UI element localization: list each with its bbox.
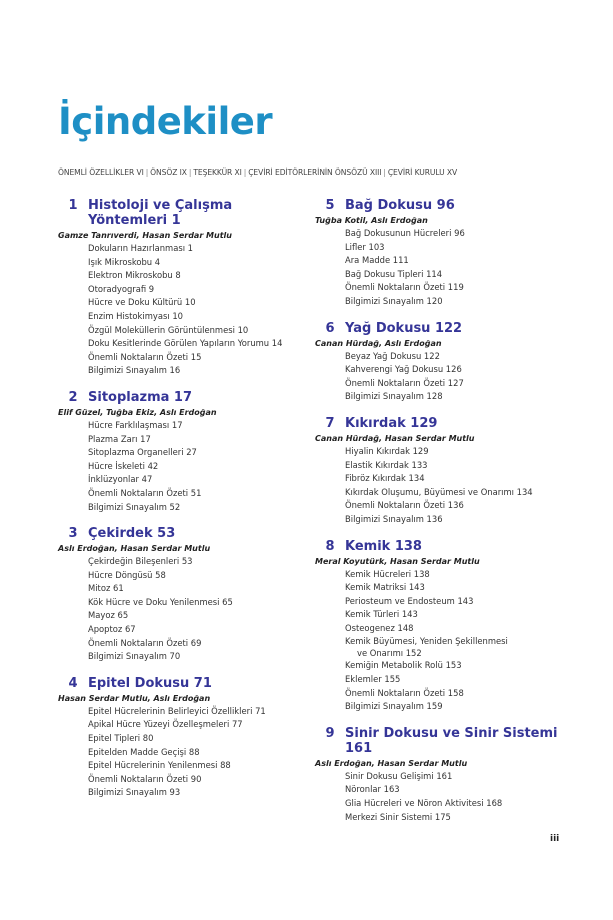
chapter-title: Bağ Dokusu 96 <box>345 198 455 213</box>
chapter-number: 3 <box>68 526 78 542</box>
topic-entry[interactable]: Elastik Kıkırdak 133 <box>345 459 428 470</box>
topic-list <box>315 568 580 714</box>
frontmatter-list <box>58 168 578 177</box>
topic-entry[interactable]: Bilgimizi Sınayalım 136 <box>345 513 443 524</box>
chapter-authors: Aslı Erdoğan, Hasan Serdar Mutlu <box>315 758 468 768</box>
chapter-number: 2 <box>68 389 78 405</box>
chapter-title: Sinir Dokusu ve Sinir Sistemi 161 <box>345 725 558 756</box>
chapter-title: Histoloji ve Çalışma Yöntemleri 1 <box>88 198 233 228</box>
topic-list <box>315 227 580 309</box>
topic-entry[interactable]: Apoptoz 67 <box>88 624 136 635</box>
topic-entry[interactable]: Elektron Mikroskobu 8 <box>88 270 181 281</box>
chapter-section <box>58 526 308 664</box>
topic-list <box>315 770 580 824</box>
topic-line: Kemik Büyümesi, Yeniden Şekillenmesi <box>345 636 508 647</box>
frontmatter-separator: | <box>188 168 192 177</box>
frontmatter-separator: | <box>243 168 247 177</box>
topic-entry[interactable]: Bilgimizi Sınayalım 16 <box>88 365 181 376</box>
topic-entry[interactable]: Çekirdeğin Bileşenleri 53 <box>88 556 193 567</box>
toc-left-column <box>58 198 308 812</box>
topic-entry[interactable]: Enzim Histokimyası 10 <box>88 310 183 321</box>
chapter-title: Epitel Dokusu 71 <box>88 675 212 691</box>
chapter-heading[interactable] <box>315 726 580 756</box>
frontmatter-item[interactable]: ÖNEMLİ ÖZELLİKLER VI <box>58 168 144 177</box>
topic-entry[interactable]: Lifler 103 <box>345 241 385 252</box>
topic-entry[interactable]: Önemli Noktaların Özeti 69 <box>88 637 202 648</box>
chapter-heading[interactable] <box>58 198 308 228</box>
topic-entry[interactable]: Kemiğin Metabolik Rolü 153 <box>345 660 462 671</box>
topic-entry[interactable]: Hücre Döngüsü 58 <box>88 569 166 580</box>
chapter-number: 1 <box>68 198 78 213</box>
chapter-authors: Meral Koyutürk, Hasan Serdar Mutlu <box>315 556 480 566</box>
chapter-number: 4 <box>68 675 78 691</box>
topic-entry[interactable]: Sinir Dokusu Gelişimi 161 <box>345 770 453 781</box>
chapter-section <box>58 390 308 514</box>
frontmatter-item[interactable]: ÇEVİRİ EDİTÖRLERİNİN ÖNSÖZÜ XIII <box>248 168 382 177</box>
chapter-heading[interactable] <box>58 390 308 405</box>
chapter-title: Yağ Dokusu 122 <box>345 320 463 336</box>
chapter-section <box>315 321 580 404</box>
topic-entry[interactable]: Epitel Tipleri 80 <box>88 733 154 744</box>
topic-entry[interactable]: Periosteum ve Endosteum 143 <box>345 595 474 606</box>
topic-entry[interactable]: Plazma Zarı 17 <box>88 433 151 444</box>
topic-entry[interactable]: Ara Madde 111 <box>345 255 409 266</box>
topic-entry[interactable]: Epitel Hücrelerinin Yenilenmesi 88 <box>88 760 231 771</box>
chapter-title: Çekirdek 53 <box>88 526 176 542</box>
topic-entry[interactable]: Hücre ve Doku Kültürü 10 <box>88 297 196 308</box>
topic-list <box>58 705 308 800</box>
chapter-heading[interactable] <box>315 321 580 336</box>
topic-entry[interactable]: Hücre Farklılaşması 17 <box>88 419 183 430</box>
chapter-authors: Elif Güzel, Tuğba Ekiz, Aslı Erdoğan <box>58 407 217 417</box>
frontmatter-item[interactable]: ÖNSÖZ IX <box>150 168 187 177</box>
chapter-section <box>315 416 580 527</box>
chapter-title: Kemik 138 <box>345 538 422 554</box>
topic-line-continued: ve Onarımı 152 <box>357 648 422 659</box>
topic-entry[interactable]: Epitel Hücrelerinin Belirleyici Özellikleri 71 <box>88 705 266 716</box>
topic-list <box>58 555 308 664</box>
topic-entry[interactable]: Apikal Hücre Yüzeyi Özelleşmeleri 77 <box>88 719 243 730</box>
chapter-number: 5 <box>325 198 335 213</box>
chapter-heading[interactable] <box>315 539 580 554</box>
chapter-section <box>58 676 308 800</box>
frontmatter-separator: | <box>383 168 386 177</box>
topic-entry[interactable]: Epitelden Madde Geçişi 88 <box>88 746 200 757</box>
topic-entry[interactable]: Beyaz Yağ Dokusu 122 <box>345 350 440 361</box>
page-title: İçindekiler <box>58 100 273 143</box>
topic-entry[interactable]: Önemli Noktaların Özeti 158 <box>345 687 464 698</box>
topic-entry[interactable]: Bilgimizi Sınayalım 93 <box>88 787 181 798</box>
frontmatter-separator: | <box>145 168 149 177</box>
topic-entry[interactable]: Mayoz 65 <box>88 610 129 621</box>
chapter-section <box>315 198 580 309</box>
chapter-authors: Gamze Tanrıverdi, Hasan Serdar Mutlu <box>58 231 232 240</box>
topic-entry[interactable]: Özgül Moleküllerin Görüntülenmesi 10 <box>88 324 249 335</box>
topic-entry[interactable]: Merkezi Sinir Sistemi 175 <box>345 811 451 822</box>
topic-entry[interactable]: Önemli Noktaların Özeti 90 <box>88 773 202 784</box>
topic-list <box>58 242 308 378</box>
topic-entry[interactable]: Hücre İskeleti 42 <box>88 460 159 471</box>
chapter-heading[interactable] <box>58 676 308 691</box>
chapter-title: Kıkırdak 129 <box>345 415 438 431</box>
topic-entry[interactable]: Osteogenez 148 <box>345 622 414 633</box>
topic-list <box>315 445 580 527</box>
topic-entry[interactable]: Kahverengi Yağ Dokusu 126 <box>345 364 462 375</box>
chapter-section <box>315 726 580 824</box>
page-number: iii <box>550 834 560 844</box>
chapter-number: 9 <box>325 725 335 741</box>
topic-entry[interactable]: Bağ Dokusu Tipleri 114 <box>345 268 443 279</box>
topic-entry[interactable]: Doku Kesitlerinde Görülen Yapıların Yorumu 14 <box>88 338 283 349</box>
topic-entry[interactable]: Bilgimizi Sınayalım 52 <box>88 501 181 512</box>
topic-entry[interactable]: Önemli Noktaların Özeti 136 <box>345 500 464 511</box>
chapter-section <box>58 198 308 378</box>
topic-entry[interactable]: Otoradyografi 9 <box>88 283 155 294</box>
topic-entry[interactable]: Nöronlar 163 <box>345 784 400 795</box>
topic-entry[interactable]: Kemik Türleri 143 <box>345 609 418 620</box>
topic-entry[interactable] <box>345 635 580 659</box>
chapter-authors: Aslı Erdoğan, Hasan Serdar Mutlu <box>58 544 211 554</box>
frontmatter-item[interactable]: ÇEVİRİ KURULU XV <box>387 168 458 177</box>
topic-entry[interactable]: Bilgimizi Sınayalım 120 <box>345 295 443 306</box>
chapter-heading[interactable] <box>315 416 580 431</box>
topic-entry[interactable]: Önemli Noktaların Özeti 51 <box>88 487 202 498</box>
topic-entry[interactable]: Kıkırdak Oluşumu, Büyümesi ve Onarımı 134 <box>345 486 533 497</box>
topic-entry[interactable]: Kök Hücre ve Doku Yenilenmesi 65 <box>88 596 233 607</box>
topic-entry[interactable]: Eklemler 155 <box>345 674 401 685</box>
topic-entry[interactable]: Önemli Noktaların Özeti 15 <box>88 351 202 362</box>
frontmatter-item[interactable]: TEŞEKKÜR XI <box>193 168 242 177</box>
topic-entry[interactable]: İnklüzyonlar 47 <box>88 474 153 485</box>
topic-entry[interactable]: Bilgimizi Sınayalım 159 <box>345 701 443 712</box>
chapter-title: Sitoplazma 17 <box>88 389 192 405</box>
topic-entry[interactable]: Işık Mikroskobu 4 <box>88 256 161 267</box>
topic-list <box>315 350 580 404</box>
chapter-number: 6 <box>325 320 335 336</box>
chapter-number: 7 <box>325 415 335 431</box>
topic-entry[interactable]: Önemli Noktaların Özeti 127 <box>345 377 464 388</box>
topic-list <box>58 419 308 514</box>
topic-entry[interactable]: Hiyalin Kıkırdak 129 <box>345 445 429 456</box>
topic-entry[interactable]: Kemik Matriksi 143 <box>345 582 425 593</box>
chapter-number: 8 <box>325 538 335 554</box>
topic-entry[interactable]: Dokuların Hazırlanması 1 <box>88 243 194 253</box>
chapter-authors: Canan Hürdağ, Aslı Erdoğan <box>315 338 442 348</box>
toc-right-column <box>315 198 580 836</box>
topic-entry[interactable]: Bağ Dokusunun Hücreleri 96 <box>345 228 465 238</box>
chapter-heading[interactable] <box>315 198 580 213</box>
topic-entry[interactable]: Önemli Noktaların Özeti 119 <box>345 282 464 293</box>
chapter-authors: Tuğba Kotil, Aslı Erdoğan <box>315 216 428 225</box>
topic-entry[interactable]: Bilgimizi Sınayalım 70 <box>88 651 181 662</box>
topic-entry[interactable]: Fibröz Kıkırdak 134 <box>345 473 425 484</box>
topic-entry[interactable]: Sitoplazma Organelleri 27 <box>88 447 197 458</box>
chapter-section <box>315 539 580 714</box>
topic-entry[interactable]: Glia Hücreleri ve Nöron Aktivitesi 168 <box>345 798 503 809</box>
chapter-authors: Hasan Serdar Mutlu, Aslı Erdoğan <box>58 693 211 703</box>
topic-entry[interactable]: Bilgimizi Sınayalım 128 <box>345 391 443 402</box>
chapter-heading[interactable] <box>58 526 308 541</box>
topic-entry[interactable]: Mitoz 61 <box>88 583 124 594</box>
topic-entry[interactable]: Kemik Hücreleri 138 <box>345 568 430 579</box>
chapter-authors: Canan Hürdağ, Hasan Serdar Mutlu <box>315 433 475 443</box>
